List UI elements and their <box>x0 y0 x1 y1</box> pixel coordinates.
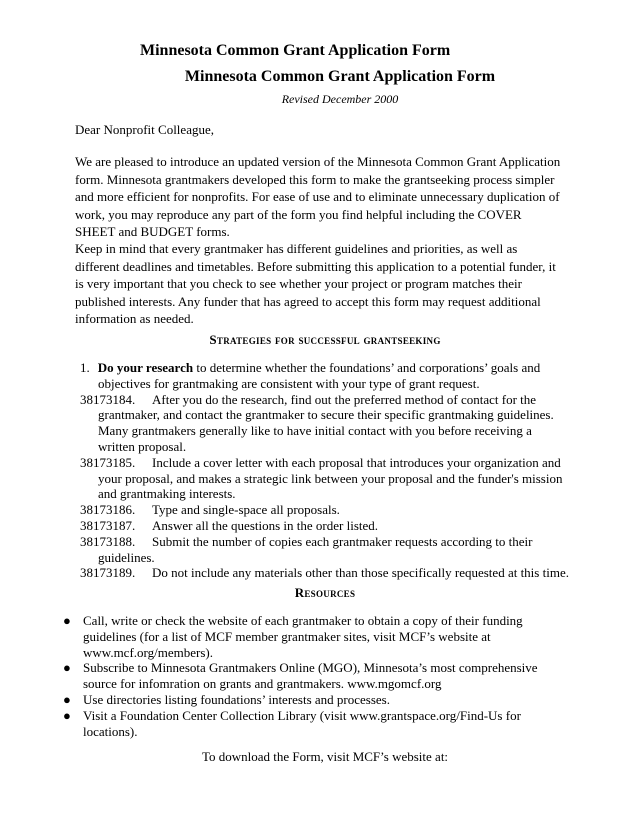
list-item <box>80 360 570 392</box>
list-item-number: 38173184. <box>80 391 136 407</box>
list-item <box>63 692 563 708</box>
list-item-text: Submit the number of copies each grantmaker requests according to their guidelines. <box>98 533 533 565</box>
list-item-number: 1. <box>80 360 90 375</box>
bullet-icon: ● <box>63 707 71 723</box>
strategies-list <box>80 360 570 581</box>
list-item-number: 38173185. <box>80 454 136 470</box>
resources-list <box>63 613 563 739</box>
list-item <box>80 502 570 518</box>
list-item-text: to determine whether the foundations’ and corporations’ goals and objectives for grantmaking are consistent with your type of grant request. <box>98 360 541 391</box>
guidelines-paragraph: Keep in mind that every grantmaker has different guidelines and priorities, as well as different deadlines and timetables. Before submitting this application to a potential funder, it is very important that you check to see whether your project or program matches their published interests. Any funder that has agreed to accept this form may request additional information as needed. <box>75 241 556 326</box>
bullet-icon: ● <box>63 613 71 628</box>
list-item-number: 38173189. <box>80 565 136 581</box>
letter-greeting: Dear Nonprofit Colleague, <box>75 122 214 137</box>
list-item-text: Call, write or check the website of each grantmaker to obtain a copy of their funding guidelines (for a list of MCF member grantmaker sites, visit MCF’s website at www.mcf.org/members). <box>83 613 523 660</box>
list-item-text: Type and single-space all proposals. <box>152 502 340 518</box>
list-item <box>80 455 570 502</box>
list-item-text: Do not include any materials other than those specifically requested at this time. <box>152 565 569 581</box>
document-title-top: Minnesota Common Grant Application Form <box>140 42 451 59</box>
download-instructions: To download the Form, visit MCF’s website at: <box>201 749 449 764</box>
list-item <box>80 565 570 581</box>
list-item-text: Subscribe to Minnesota Grantmakers Online (MGO), Minnesota’s most comprehensive source for infomration on grants and grantmakers. www.mgomcf.org <box>83 660 538 692</box>
list-item-number: 38173186. <box>80 502 136 518</box>
list-item-text: Use directories listing foundations’ interests and processes. <box>83 691 390 707</box>
list-item-text: Include a cover letter with each proposal that introduces your organization and your proposal, and makes a strategic link between your proposal and the funder's mission and grantmaking interests. <box>98 454 563 502</box>
resources-heading: Resources <box>294 585 356 600</box>
strategies-heading: Strategies for successful grantseeking <box>209 332 441 347</box>
list-item <box>63 660 563 692</box>
list-item <box>80 518 570 534</box>
list-item-text: Visit a Foundation Center Collection Library (visit www.grantspace.org/Find-Us for locations). <box>83 707 521 739</box>
document-title: Minnesota Common Grant Application Form <box>184 68 496 85</box>
list-item-text: Answer all the questions in the order listed. <box>152 517 379 533</box>
list-item <box>80 392 570 455</box>
intro-paragraph: We are pleased to introduce an updated version of the Minnesota Common Grant Application form. Minnesota grantmakers developed this form to make the grantseeking process simpler and more efficient for nonprofits. For ease of use and to eliminate unnecessary duplication of work, you may reproduce any part of the form you find helpful including the COVER SHEET and BUDGET forms. <box>75 154 561 239</box>
list-item-emphasis: Do your research <box>97 360 194 375</box>
revision-date: Revised December 2000 <box>281 92 399 106</box>
list-item <box>63 613 563 660</box>
list-item-number: 38173187. <box>80 517 136 533</box>
list-item-text: After you do the research, find out the preferred method of contact for the grantmaker, and contact the grantmaker to secure their specific grantmaking guidelines. Many grantmakers generally like to have initial contact with you before receiving a written proposal. <box>98 391 554 454</box>
list-item-number: 38173188. <box>80 533 136 549</box>
list-item <box>80 534 570 566</box>
bullet-icon: ● <box>63 660 71 676</box>
bullet-icon: ● <box>63 691 71 707</box>
list-item <box>63 708 563 740</box>
